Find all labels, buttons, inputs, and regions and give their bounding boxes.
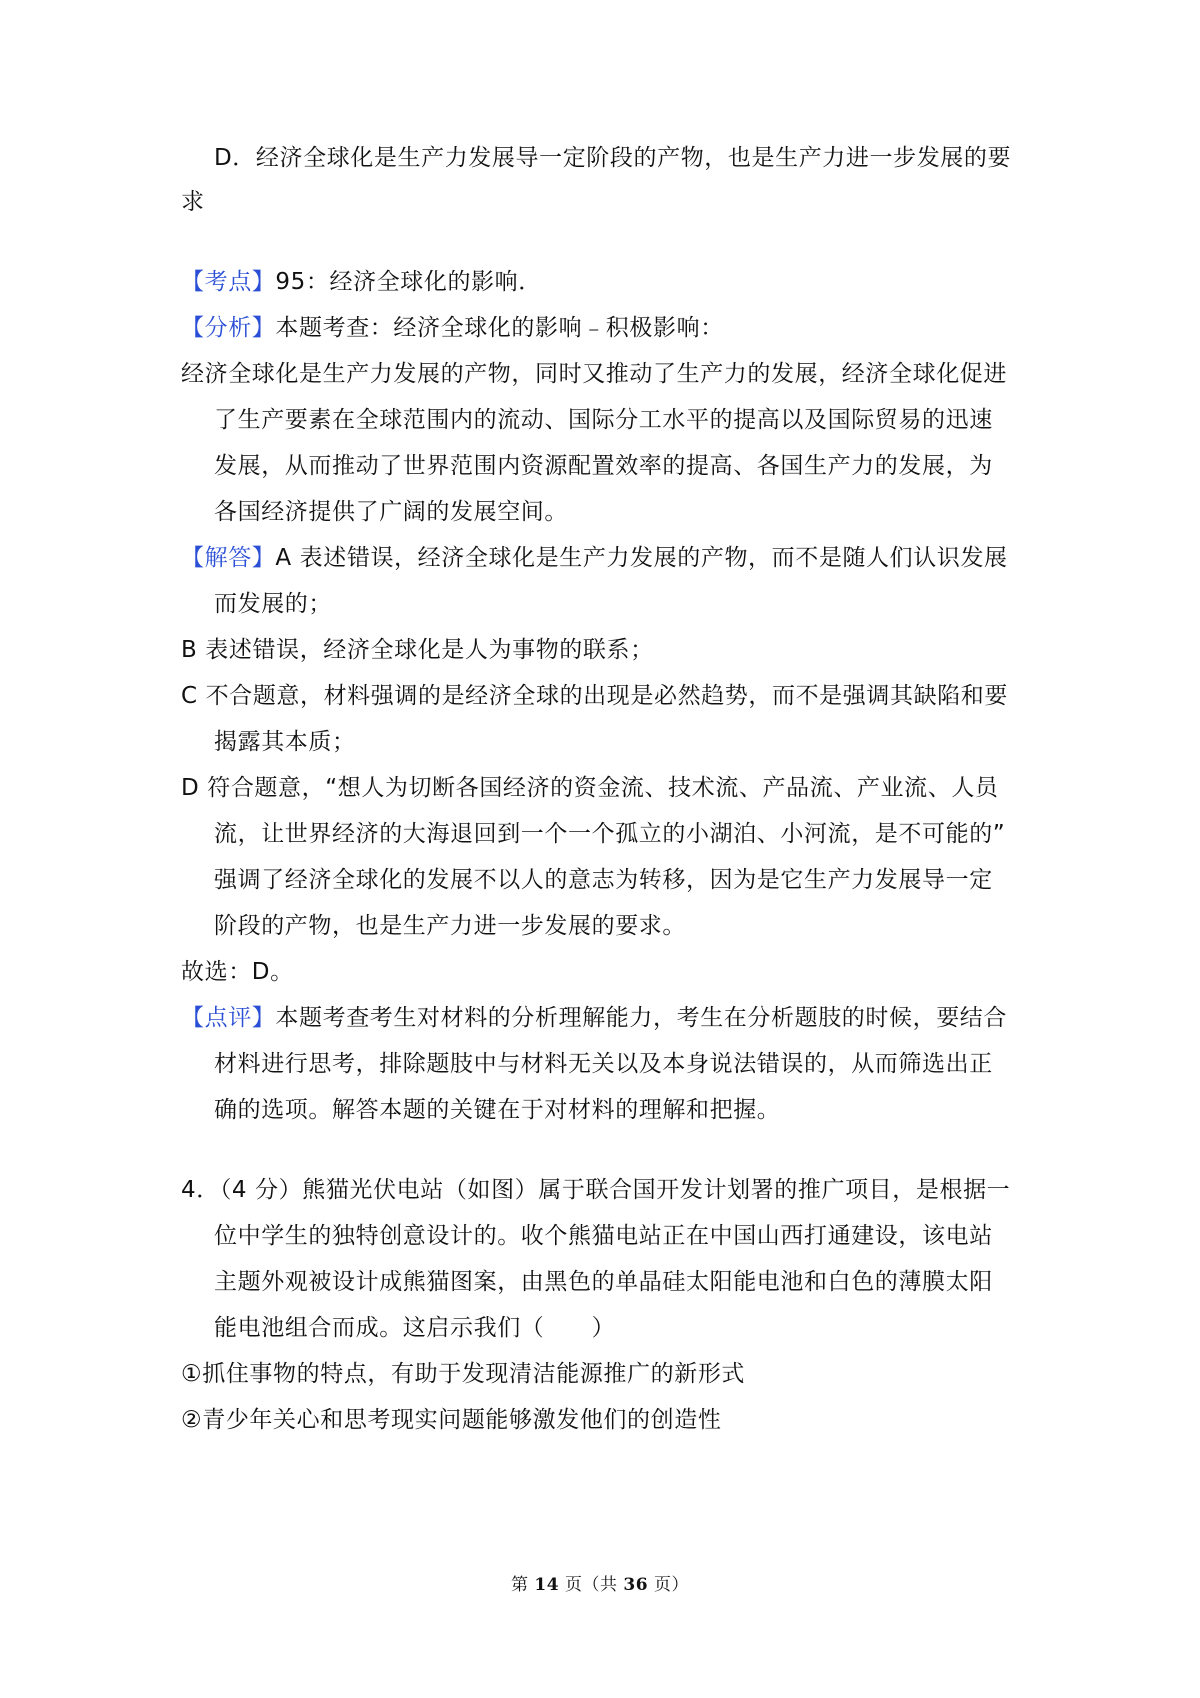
footer-suffix: 页） (648, 1575, 689, 1595)
question4-line-3: 主题外观被设计成熊猫图案，由黑色的单晶硅太阳能电池和白色的薄膜太阳 (214, 1269, 993, 1295)
analysis-line-4: 各国经济提供了广阔的发展空间。 (214, 499, 568, 525)
analysis-line-2: 了生产要素在全球范围内的流动、国际分工水平的提高以及国际贸易的迅速 (214, 407, 993, 433)
kaodian-label: 【考点】 (181, 269, 276, 295)
jieda-d-line-2: 流，让世界经济的大海退回到一个一个孤立的小湖泊、小河流，是不可能的” (214, 821, 1006, 847)
footer-middle: 页（共 (559, 1575, 624, 1595)
kaodian-text: 95：经济全球化的影响． (275, 269, 542, 295)
fenxi-label: 【分析】 (181, 315, 276, 341)
dianping-text: 本题考查考生对材料的分析理解能力，考生在分析题肢的时候，要结合 (275, 1005, 1008, 1031)
analysis-line-3: 发展，从而推动了世界范围内资源配置效率的提高、各国生产力的发展，为 (214, 453, 993, 479)
jieda-b-line: B 表述错误，经济全球化是人为事物的联系； (181, 637, 654, 663)
question4-line-1: 4．（4 分）熊猫光伏电站（如图）属于联合国开发计划署的推广项目，是根据一 (181, 1177, 1011, 1203)
page-footer (0, 1570, 1200, 1595)
jieda-label: 【解答】 (181, 545, 276, 571)
jieda-d-line-1: D 符合题意，“想人为切断各国经济的资金流、技术流、产品流、产业流、人员 (181, 775, 999, 801)
question4-item-2: ②青少年关心和思考现实问题能够激发他们的创造性 (181, 1407, 722, 1433)
kaodian-line (181, 266, 542, 298)
dianping-line (181, 1002, 1007, 1034)
option-d-line-1: D．经济全球化是生产力发展导一定阶段的产物，也是生产力进一步发展的要 (214, 145, 1012, 171)
footer-prefix: 第 (511, 1575, 535, 1595)
jieda-d-line-3: 强调了经济全球化的发展不以人的意志为转移，因为是它生产力发展导一定 (214, 867, 993, 893)
question4-line-2: 位中学生的独特创意设计的。收个熊猫电站正在中国山西打通建设，该电站 (214, 1223, 993, 1249)
jieda-a-text: A 表述错误，经济全球化是生产力发展的产物，而不是随人们认识发展 (275, 545, 1008, 571)
question4-line-4: 能电池组合而成。这启示我们（ ） (214, 1315, 616, 1341)
jieda-c-line-1: C 不合题意，材料强调的是经济全球的出现是必然趋势，而不是强调其缺陷和要 (181, 683, 1008, 709)
fenxi-text: 本题考查：经济全球化的影响﹣积极影响： (275, 315, 724, 341)
answer-line: 故选：D。 (181, 959, 294, 985)
dianping-line-3: 确的选项。解答本题的关键在于对材料的理解和把握。 (214, 1097, 781, 1123)
jieda-d-line-4: 阶段的产物，也是生产力进一步发展的要求。 (214, 913, 686, 939)
option-d-line-2: 求 (181, 189, 205, 215)
analysis-line-1: 经济全球化是生产力发展的产物，同时又推动了生产力的发展，经济全球化促进 (181, 361, 1007, 387)
dianping-label: 【点评】 (181, 1005, 276, 1031)
dianping-line-2: 材料进行思考，排除题肢中与材料无关以及本身说法错误的，从而筛选出正 (214, 1051, 993, 1077)
footer-page-number: 14 (534, 1575, 560, 1595)
jieda-a-line-2: 而发展的； (214, 591, 332, 617)
question4-item-1: ①抓住事物的特点，有助于发现清洁能源推广的新形式 (181, 1361, 746, 1387)
jieda-c-line-2: 揭露其本质； (214, 729, 356, 755)
footer-total-pages: 36 (623, 1575, 649, 1595)
jieda-line (181, 542, 1008, 574)
fenxi-line (181, 312, 724, 344)
